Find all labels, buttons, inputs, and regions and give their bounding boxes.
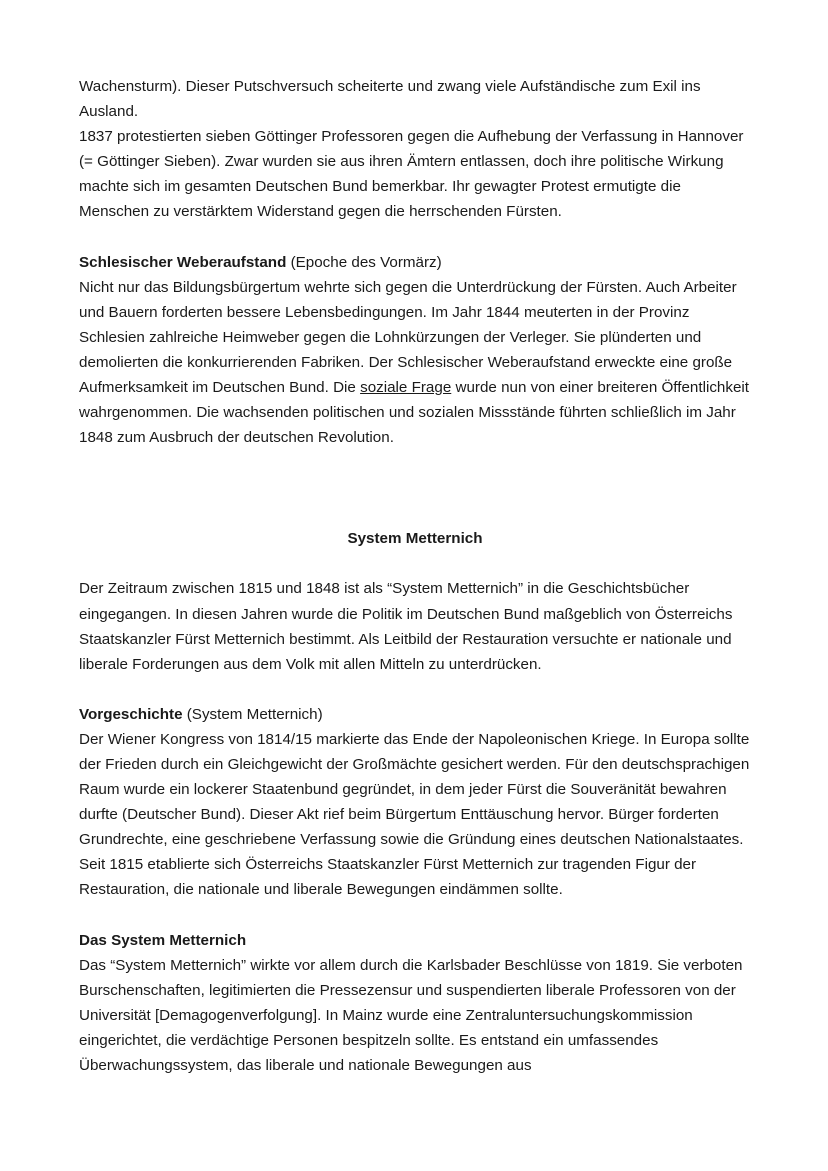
paragraph-goettinger-sieben: 1837 protestierten sieben Göttinger Professoren gegen die Aufhebung der Verfassung in Hannover (= Göttinger Sieben). Zwar wurden sie aus ihren Ämtern entlassen, doch ihre politische Wirkung machte sich im gesamten Deutschen Bund bemerkbar. Ihr gewagter Protest ermutigte die Menschen zu verstärktem Widerstand gegen die herrschenden Fürsten.: [79, 128, 744, 221]
document-content: [79, 74, 751, 1078]
section-vorgeschichte: [79, 702, 751, 903]
paragraph-system-intro: Der Zeitraum zwischen 1815 und 1848 ist als “System Metternich” in die Geschichtsbücher eingegangen. In diesen Jahren wurde die Politik im Deutschen Bund maßgeblich von Österreichs Staatskanzler Fürst Metternich bestimmt. Als Leitbild der Restauration versuchte er nationale und liberale Forderungen aus dem Volk mit allen Mitteln zu unterdrücken.: [79, 580, 733, 673]
section-weberaufstand: [79, 250, 751, 451]
subheading-vorgeschichte: (System Metternich): [182, 705, 323, 723]
heading-weberaufstand: Schlesischer Weberaufstand: [79, 253, 287, 271]
paragraph-wachensturm: Wachensturm). Dieser Putschversuch scheiterte und zwang viele Aufständische zum Exil ins Ausland.: [79, 78, 701, 121]
paragraph-das-system-metternich: Das “System Metternich” wirkte vor allem durch die Karlsbader Beschlüsse von 1819. Sie verboten Burschenschaften, legitimierten die Pressezensur und suspendierten liberale Professoren von der Universität [Demagogenverfolgung]. In Mainz wurde eine Zentraluntersuchungskommission eingerichtet, die verdächtige Personen bespitzeln sollte. Es entstand ein umfassendes Überwachungssystem, das liberale und nationale Bewegungen aus: [79, 956, 743, 1074]
heading-das-system-metternich: Das System Metternich: [79, 931, 247, 949]
subheading-weberaufstand: (Epoche des Vormärz): [286, 253, 442, 271]
section-title-system-metternich: System Metternich: [347, 530, 483, 548]
paragraph-weberaufstand-part1: Nicht nur das Bildungsbürgertum wehrte sich gegen die Unterdrückung der Fürsten. Auch Arbeiter und Bauern forderten bessere Lebensbedingungen. Im Jahr 1844 meuterten in der Provinz Schlesien zahlreiche Heimweber gegen die Lohnkürzungen der Verleger. Sie plünderten und demolierten die konkurrierenden Fabriken. Der Schlesischer Weberaufstand erweckte eine große Aufmerksamkeit im Deutschen Bund. Die: [79, 278, 737, 397]
section-das-system-metternich: [79, 928, 751, 1079]
spacer: [79, 677, 751, 702]
heading-vorgeschichte: Vorgeschichte: [79, 705, 183, 723]
spacer: [79, 903, 751, 928]
spacer: [79, 225, 751, 250]
paragraph-weberaufstand-part2: wurde nun von einer breiteren Öffentlichkeit wahrgenommen. Die wachsenden politischen und sozialen Missstände führten schließlich im Jahr 1848 zum Ausbruch der deutschen Revolution.: [79, 379, 750, 447]
spacer: [79, 551, 751, 576]
link-soziale-frage[interactable]: soziale Frage: [360, 379, 452, 397]
paragraph-vorgeschichte: Der Wiener Kongress von 1814/15 markierte das Ende der Napoleonischen Kriege. In Europa sollte der Frieden durch ein Gleichgewicht der Großmächte gesichert werden. Für den deutschsprachigen Raum wurde ein lockerer Staatenbund gegründet, in dem jeder Fürst die Souveränität bewahren durfte (Deutscher Bund). Dieser Akt rief beim Bürgertum Enttäuschung hervor. Bürger forderten Grundrechte, eine geschriebene Verfassung sowie die Gründung eines deutschen Nationalstaates. Seit 1815 etablierte sich Österreichs Staatskanzler Fürst Metternich zur tragenden Figur der Restauration, die nationale und liberale Bewegungen eindämmen sollte.: [79, 730, 750, 899]
spacer: [79, 450, 751, 526]
